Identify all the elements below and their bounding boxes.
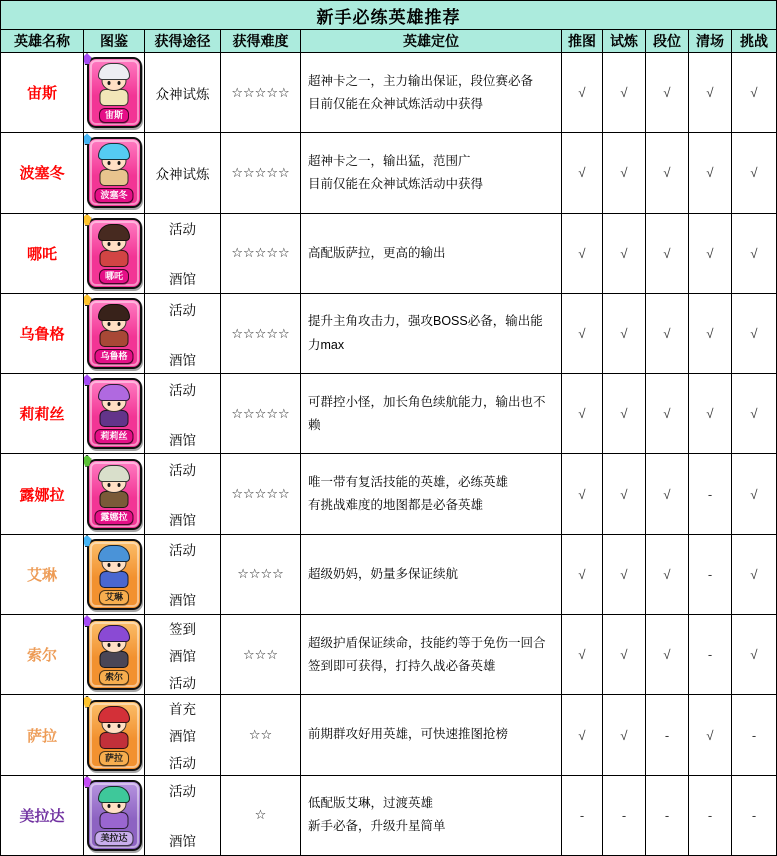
- rank-mark-cell: √: [646, 454, 689, 533]
- obtain-methods-cell: [145, 615, 221, 694]
- hero-role-line: 签到即可获得，打持久战必备英雄: [308, 658, 496, 673]
- challenge-mark-cell: √: [750, 245, 758, 261]
- table-row-索尔: [1, 615, 776, 695]
- hero-role-line: 低配版艾琳，过渡英雄: [308, 796, 434, 811]
- hero-portrait-card: [87, 780, 142, 851]
- obtain-method: 活动: [169, 382, 196, 398]
- difficulty-stars-cell: ☆☆☆: [221, 615, 301, 694]
- hero-avatar: [94, 304, 134, 350]
- table-row-萨拉: [1, 695, 776, 775]
- clear-mark-cell: √: [689, 695, 732, 774]
- hero-card-name-label: 波塞冬: [94, 188, 133, 203]
- hero-portrait-card: [87, 218, 142, 289]
- hero-portrait-cell: [84, 454, 145, 533]
- avatar-outfit: [100, 169, 129, 186]
- obtain-methods-cell: [145, 133, 221, 212]
- avatar-outfit: [100, 812, 129, 829]
- table-row-露娜拉: [1, 454, 776, 534]
- avatar-outfit: [100, 410, 129, 427]
- table-row-哪吒: [1, 214, 776, 294]
- rank-mark-cell: √: [646, 133, 689, 212]
- clear-mark-cell: √: [689, 374, 732, 453]
- trial-mark-cell: √: [603, 294, 646, 373]
- trial-mark-cell: √: [603, 695, 646, 774]
- hero-role-cell: [301, 776, 562, 855]
- hero-portrait-card: [87, 378, 142, 449]
- clear-mark-cell: √: [689, 53, 732, 132]
- obtain-method: 活动: [169, 302, 196, 318]
- element-gem-icon: [84, 53, 92, 65]
- avatar-hair: [98, 545, 130, 562]
- trial-mark-cell: -: [603, 776, 646, 855]
- obtain-method: 酒馆: [169, 352, 196, 368]
- hero-role-line: 有挑战难度的地图都是必备英雄: [308, 498, 484, 513]
- hero-role-cell: [301, 133, 562, 212]
- clear-mark-cell: -: [689, 776, 732, 855]
- hero-role-cell: [301, 214, 562, 293]
- hero-name: 索尔: [26, 647, 57, 665]
- hero-avatar: [94, 143, 134, 189]
- column-header-hero-name: 英雄名称: [1, 30, 84, 52]
- obtain-methods-cell: [145, 374, 221, 453]
- hero-avatar: [94, 63, 134, 109]
- hero-name-cell: [1, 53, 84, 132]
- challenge-mark-cell: √: [750, 326, 758, 342]
- avatar-hair: [98, 786, 130, 803]
- table-row-宙斯: [1, 53, 776, 133]
- hero-portrait-cell: [84, 53, 145, 132]
- push-map-mark-cell: -: [562, 776, 603, 855]
- element-gem-icon: [84, 214, 92, 226]
- hero-role-cell: [301, 294, 562, 373]
- difficulty-stars-cell: ☆☆☆☆: [221, 535, 301, 614]
- challenge-mark-cell: √: [750, 647, 758, 663]
- element-gem-icon: [84, 696, 92, 708]
- avatar-hair: [98, 384, 130, 401]
- trial-mark-cell: √: [603, 374, 646, 453]
- obtain-methods-cell: [145, 294, 221, 373]
- element-gem-icon: [84, 455, 92, 467]
- hero-role-line: 前期群攻好用英雄，可快速推图抢榜: [308, 727, 509, 742]
- table-body: [1, 53, 776, 855]
- avatar-outfit: [100, 491, 129, 508]
- obtain-methods-cell: [145, 214, 221, 293]
- hero-card-name-label: 哪吒: [99, 269, 129, 284]
- hero-name-cell: [1, 454, 84, 533]
- push-map-mark-cell: √: [562, 454, 603, 533]
- hero-portrait-card: [87, 298, 142, 369]
- challenge-mark-cell: √: [750, 486, 758, 502]
- hero-card-name-label: 艾琳: [99, 590, 129, 605]
- hero-role-line: 超级奶妈，奶量多保证续航: [308, 566, 459, 581]
- trial-mark-cell: √: [603, 535, 646, 614]
- rank-mark-cell: √: [646, 615, 689, 694]
- challenge-mark-cell: √: [750, 85, 758, 101]
- obtain-method: 酒馆: [169, 593, 196, 609]
- push-map-mark-cell: √: [562, 214, 603, 293]
- hero-card-name-label: 索尔: [99, 670, 129, 685]
- clear-mark-cell: √: [689, 214, 732, 293]
- table-row-美拉达: [1, 776, 776, 855]
- challenge-mark-cell: -: [751, 807, 757, 823]
- rank-mark-cell: -: [646, 695, 689, 774]
- column-header-trial: 试炼: [603, 30, 646, 52]
- column-header-rank: 段位: [646, 30, 689, 52]
- challenge-mark-cell: √: [750, 566, 758, 582]
- obtain-method: 酒馆: [169, 272, 196, 288]
- hero-name: 乌鲁格: [19, 326, 65, 344]
- hero-role-cell: [301, 695, 562, 774]
- hero-card-name-label: 萨拉: [99, 751, 129, 766]
- hero-role-cell: [301, 53, 562, 132]
- push-map-mark-cell: √: [562, 615, 603, 694]
- difficulty-stars-cell: ☆: [221, 776, 301, 855]
- push-map-mark-cell: √: [562, 695, 603, 774]
- obtain-methods-cell: [145, 53, 221, 132]
- obtain-method: 活动: [169, 675, 196, 691]
- obtain-method: 活动: [169, 222, 196, 238]
- push-map-mark-cell: √: [562, 133, 603, 212]
- hero-role-line: 超级护盾保证续命，技能约等于免伤一回合: [308, 635, 546, 650]
- hero-card-name-label: 露娜拉: [94, 510, 133, 525]
- hero-role-cell: [301, 615, 562, 694]
- push-map-mark-cell: √: [562, 294, 603, 373]
- obtain-methods-cell: [145, 454, 221, 533]
- obtain-methods-cell: [145, 776, 221, 855]
- hero-avatar: [94, 384, 134, 430]
- hero-avatar: [94, 706, 134, 752]
- obtain-methods-cell: [145, 535, 221, 614]
- clear-mark-cell: √: [689, 133, 732, 212]
- avatar-hair: [98, 143, 130, 160]
- hero-name: 波塞冬: [19, 165, 65, 183]
- hero-name: 莉莉丝: [19, 406, 65, 424]
- obtain-method: 众神试炼: [155, 166, 210, 182]
- hero-name-cell: [1, 374, 84, 453]
- hero-name-cell: [1, 695, 84, 774]
- hero-avatar: [94, 465, 134, 511]
- hero-portrait-cell: [84, 294, 145, 373]
- hero-name-cell: [1, 294, 84, 373]
- hero-role-line: 高配版萨拉，更高的输出: [308, 245, 446, 260]
- challenge-mark-cell: √: [750, 406, 758, 422]
- avatar-hair: [98, 224, 130, 241]
- avatar-hair: [98, 625, 130, 642]
- avatar-hair: [98, 706, 130, 723]
- obtain-method: 首充: [169, 702, 196, 718]
- hero-portrait-cell: [84, 133, 145, 212]
- obtain-method: 酒馆: [169, 513, 196, 529]
- rank-mark-cell: √: [646, 214, 689, 293]
- element-gem-icon: [84, 615, 92, 627]
- trial-mark-cell: √: [603, 133, 646, 212]
- hero-role-line: 提升主角攻击力，强攻BOSS必备，输出能力max: [308, 314, 543, 352]
- table-row-艾琳: [1, 535, 776, 615]
- hero-name-cell: [1, 535, 84, 614]
- element-gem-icon: [84, 776, 92, 788]
- hero-role-line: 目前仅能在众神试炼活动中获得: [308, 176, 484, 191]
- column-header-obtain: 获得途径: [145, 30, 221, 52]
- trial-mark-cell: √: [603, 615, 646, 694]
- avatar-hair: [98, 304, 130, 321]
- hero-role-line: 可群控小怪，加长角色续航能力，输出也不赖: [308, 394, 546, 432]
- avatar-hair: [98, 63, 130, 80]
- column-header-clear: 清场: [689, 30, 732, 52]
- hero-avatar: [94, 545, 134, 591]
- trial-mark-cell: √: [603, 214, 646, 293]
- trial-mark-cell: √: [603, 454, 646, 533]
- hero-name: 宙斯: [26, 85, 57, 103]
- avatar-outfit: [100, 732, 129, 749]
- hero-role-line: 超神卡之一，主力输出保证，段位赛必备: [308, 73, 534, 88]
- hero-role-cell: [301, 374, 562, 453]
- hero-portrait-cell: [84, 374, 145, 453]
- hero-avatar: [94, 625, 134, 671]
- hero-role-line: 新手必备，升级升星简单: [308, 819, 446, 834]
- hero-avatar: [94, 224, 134, 270]
- difficulty-stars-cell: ☆☆☆☆☆: [221, 294, 301, 373]
- column-header-challenge: 挑战: [740, 33, 768, 49]
- element-gem-icon: [84, 133, 92, 145]
- hero-card-name-label: 乌鲁格: [94, 349, 133, 364]
- hero-portrait-cell: [84, 214, 145, 293]
- avatar-outfit: [100, 250, 129, 267]
- table-header-row: [1, 30, 776, 53]
- hero-avatar: [94, 786, 134, 832]
- hero-portrait-cell: [84, 695, 145, 774]
- table-row-乌鲁格: [1, 294, 776, 374]
- hero-card-name-label: 莉莉丝: [94, 429, 133, 444]
- hero-role-line: 唯一带有复活技能的英雄，必练英雄: [308, 475, 509, 489]
- avatar-outfit: [100, 651, 129, 668]
- avatar-outfit: [100, 571, 129, 588]
- obtain-method: 酒馆: [169, 432, 196, 448]
- obtain-method: 签到: [169, 621, 196, 637]
- hero-name-cell: [1, 133, 84, 212]
- hero-role-cell: [301, 454, 562, 533]
- obtain-method: 众神试炼: [155, 86, 210, 102]
- hero-portrait-card: [87, 57, 142, 128]
- hero-role-line: 目前仅能在众神试炼活动中获得: [308, 96, 484, 111]
- table-title-bar: [1, 1, 776, 30]
- column-header-portrait: 图鉴: [84, 30, 145, 52]
- hero-portrait-card: [87, 539, 142, 610]
- hero-role-cell: [301, 535, 562, 614]
- rank-mark-cell: √: [646, 374, 689, 453]
- hero-name-cell: [1, 214, 84, 293]
- hero-portrait-cell: [84, 776, 145, 855]
- rank-mark-cell: √: [646, 535, 689, 614]
- column-header-role: 英雄定位: [301, 30, 562, 52]
- push-map-mark-cell: √: [562, 53, 603, 132]
- hero-name: 美拉达: [19, 807, 65, 825]
- hero-portrait-card: [87, 700, 142, 771]
- page-title: 新手必练英雄推荐: [316, 7, 461, 27]
- table-row-莉莉丝: [1, 374, 776, 454]
- hero-name-cell: [1, 615, 84, 694]
- hero-role-line: 超神卡之一，输出猛，范围广: [308, 153, 471, 168]
- column-header-difficulty: 获得难度: [221, 30, 301, 52]
- difficulty-stars-cell: ☆☆☆☆☆: [221, 133, 301, 212]
- hero-portrait-card: [87, 619, 142, 690]
- push-map-mark-cell: √: [562, 374, 603, 453]
- difficulty-stars-cell: ☆☆☆☆☆: [221, 53, 301, 132]
- table-row-波塞冬: [1, 133, 776, 213]
- avatar-outfit: [100, 330, 129, 347]
- element-gem-icon: [84, 535, 92, 547]
- clear-mark-cell: -: [689, 535, 732, 614]
- obtain-method: 活动: [169, 784, 196, 800]
- difficulty-stars-cell: ☆☆☆☆☆: [221, 374, 301, 453]
- difficulty-stars-cell: ☆☆☆☆☆: [221, 454, 301, 533]
- obtain-method: 酒馆: [169, 648, 196, 664]
- challenge-mark-cell: -: [751, 727, 757, 743]
- element-gem-icon: [84, 294, 92, 306]
- hero-name: 哪吒: [26, 245, 57, 263]
- obtain-method: 酒馆: [169, 834, 196, 850]
- hero-portrait-card: [87, 459, 142, 530]
- rank-mark-cell: √: [646, 294, 689, 373]
- obtain-method: 活动: [169, 756, 196, 772]
- column-header-push-map: 推图: [562, 30, 603, 52]
- obtain-method: 活动: [169, 543, 196, 559]
- rank-mark-cell: -: [646, 776, 689, 855]
- element-gem-icon: [84, 374, 92, 386]
- difficulty-stars-cell: ☆☆☆☆☆: [221, 214, 301, 293]
- difficulty-stars-cell: ☆☆: [221, 695, 301, 774]
- hero-portrait-cell: [84, 615, 145, 694]
- clear-mark-cell: -: [689, 615, 732, 694]
- trial-mark-cell: √: [603, 53, 646, 132]
- avatar-outfit: [100, 89, 129, 106]
- hero-name: 萨拉: [26, 727, 57, 745]
- obtain-method: 酒馆: [169, 729, 196, 745]
- hero-card-name-label: 宙斯: [99, 108, 129, 123]
- challenge-mark-cell: √: [750, 165, 758, 181]
- avatar-hair: [98, 465, 130, 482]
- push-map-mark-cell: √: [562, 535, 603, 614]
- hero-name-cell: [1, 776, 84, 855]
- rank-mark-cell: √: [646, 53, 689, 132]
- hero-card-name-label: 美拉达: [94, 831, 133, 846]
- clear-mark-cell: √: [689, 294, 732, 373]
- hero-portrait-card: [87, 137, 142, 208]
- hero-name: 艾琳: [26, 566, 57, 584]
- hero-name: 露娜拉: [19, 486, 65, 504]
- hero-portrait-cell: [84, 535, 145, 614]
- clear-mark-cell: -: [689, 454, 732, 533]
- obtain-methods-cell: [145, 695, 221, 774]
- obtain-method: 活动: [169, 463, 196, 479]
